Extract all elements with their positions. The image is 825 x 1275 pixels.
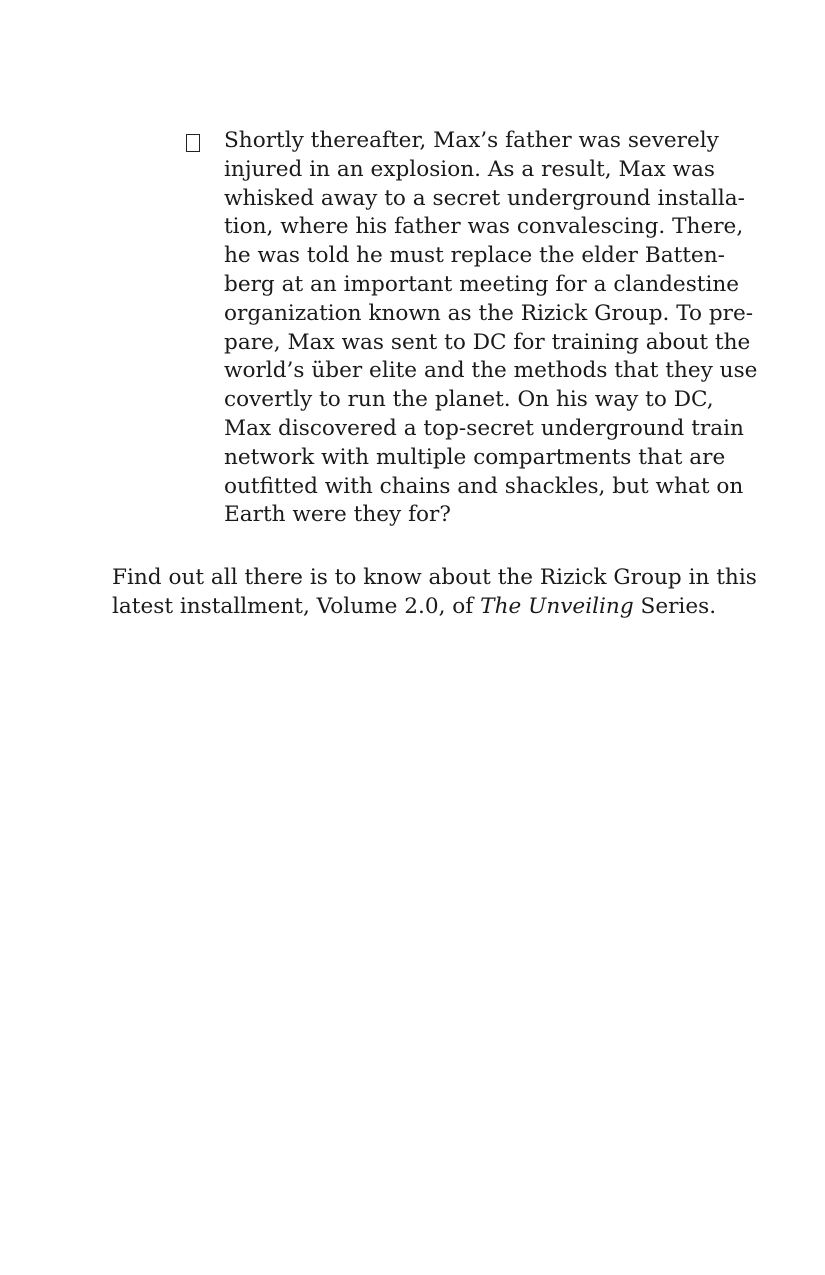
text-line: Shortly thereafter, Max’s father was severely <box>224 128 719 153</box>
text-line: Max discovered a top-secret underground train <box>224 415 744 441</box>
text-line: tion, where his father was convalescing. There, <box>224 214 744 240</box>
text-line: pare, Max was sent to DC for training about the <box>224 329 751 355</box>
bullet-paragraph-text <box>224 127 758 530</box>
text-line: organization known as the Rizick Group. To pre- <box>224 300 754 326</box>
text-line: network with multiple compartments that are <box>224 444 726 470</box>
text-line: outfitted with chains and shackles, but what on <box>224 473 744 499</box>
closing-text-prefix: latest installment, Volume 2.0, of <box>112 593 481 619</box>
text-line: covertly to run the planet. On his way to DC, <box>224 387 714 413</box>
text-line: berg at an important meeting for a clandestine <box>224 271 740 297</box>
bullet-box-icon <box>186 134 200 152</box>
text-line: Find out all there is to know about the Rizick Group in this <box>112 565 757 590</box>
text-line <box>112 593 752 622</box>
text-line: world’s über elite and the methods that they use <box>224 358 758 384</box>
text-line: he was told he must replace the elder Batten- <box>224 243 725 269</box>
text-line: Earth were they for? <box>224 502 451 528</box>
closing-text-suffix: Series. <box>633 593 717 619</box>
bullet-paragraph <box>186 127 758 530</box>
series-title: The Unveiling <box>480 593 634 619</box>
text-line: whisked away to a secret underground installa- <box>224 185 745 211</box>
closing-paragraph <box>112 564 757 622</box>
text-line: injured in an explosion. As a result, Max was <box>224 156 715 182</box>
